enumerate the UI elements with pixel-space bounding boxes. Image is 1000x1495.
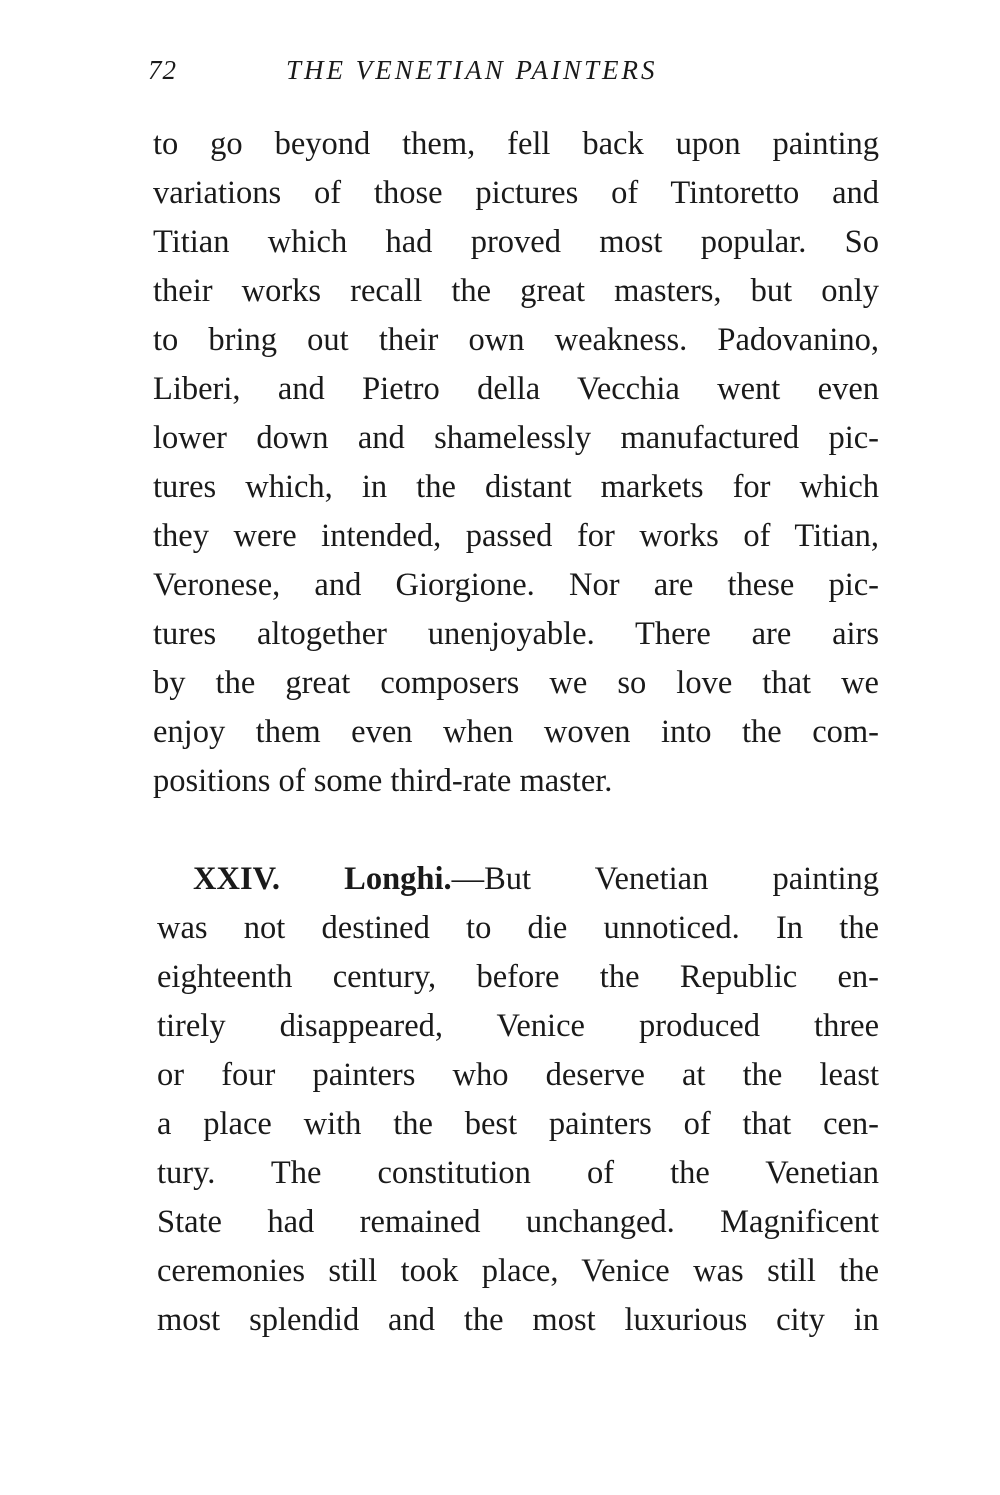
paragraph-gap — [153, 806, 879, 855]
page-header — [148, 50, 748, 90]
text-line: enjoy them even when woven into the com- — [153, 714, 879, 750]
running-title: THE VENETIAN PAINTERS — [286, 55, 658, 85]
text-line: tirely disappeared, Venice produced three — [157, 1008, 879, 1044]
text-line: a place with the best painters of that cen- — [157, 1106, 879, 1142]
paragraph-2 — [153, 855, 879, 1345]
text-line: or four painters who deserve at the least — [157, 1057, 879, 1093]
text-line: variations of those pictures of Tintoretto and — [153, 175, 879, 211]
text-line: was not destined to die unnoticed. In the — [157, 910, 879, 946]
text-line: Titian which had proved most popular. So — [153, 224, 879, 260]
text-line: tury. The constitution of the Venetian — [157, 1155, 879, 1191]
page-number: 72 — [148, 55, 177, 85]
text-line: positions of some third-rate master. — [153, 763, 613, 799]
text-line: most splendid and the most luxurious city in — [157, 1302, 879, 1338]
text-line: tures altogether unenjoyable. There are airs — [153, 616, 879, 652]
text-line: Liberi, and Pietro della Vecchia went even — [153, 371, 879, 407]
text-line: eighteenth century, before the Republic en- — [157, 959, 879, 995]
text-line: to go beyond them, fell back upon painting — [153, 126, 879, 162]
section-title: Longhi. — [344, 861, 452, 897]
text-line: tures which, in the distant markets for which — [153, 469, 879, 505]
text-line: they were intended, passed for works of Titian, — [153, 518, 879, 554]
text-line: Veronese, and Giorgione. Nor are these pic- — [153, 567, 879, 603]
section-first-line-text: —But Venetian painting — [451, 861, 879, 897]
text-line: ceremonies still took place, Venice was still the — [157, 1253, 879, 1289]
body-text — [153, 120, 879, 1345]
paragraph-1 — [153, 120, 879, 806]
section-first-line — [153, 855, 879, 904]
section-number: XXIV. — [193, 861, 280, 897]
text-line: their works recall the great masters, but only — [153, 273, 879, 309]
text-line: State had remained unchanged. Magnificent — [157, 1204, 879, 1240]
text-line: by the great composers we so love that we — [153, 665, 879, 701]
text-line: lower down and shamelessly manufactured pic- — [153, 420, 879, 456]
text-line: to bring out their own weakness. Padovanino, — [153, 322, 879, 358]
